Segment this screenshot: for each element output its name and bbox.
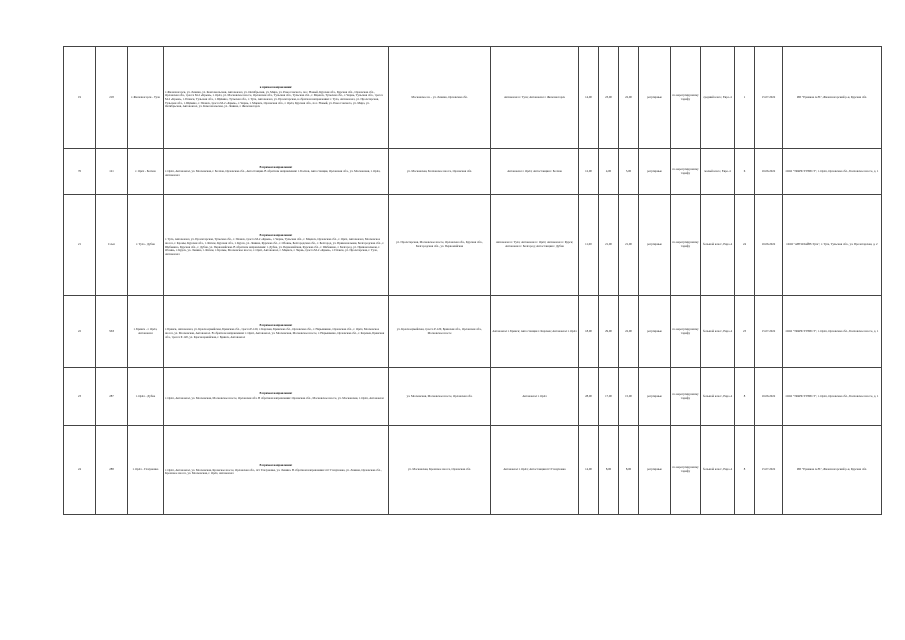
cell-tariff: по нерегулируемому тарифу (671, 296, 701, 368)
table-row (64, 368, 882, 426)
cell-reg: регулярные (639, 426, 671, 515)
cell-reg: регулярные (639, 195, 671, 296)
cell-vehicle: большой класс, Евро-4 (701, 426, 735, 515)
cell-len2: 17,00 (599, 368, 619, 426)
route-description-cell (164, 368, 389, 426)
route-direction-title: в прямом направлении: (259, 85, 293, 90)
route-description-cell (164, 47, 389, 149)
cell-stops: Автовокзал г. Брянск; Автостанция г. Карачев; Автовокзал г. Орёл (491, 296, 579, 368)
route-description-cell (164, 149, 389, 195)
cell-count: 8 (735, 426, 755, 515)
cell-date: 15.07.2022 (755, 426, 783, 515)
cell-name: г. Тула - Дубна (128, 195, 164, 296)
cell-tariff: по нерегулируемому тарифу (671, 47, 701, 149)
cell-len3: 8,00 (619, 426, 639, 515)
cell-code: 287 (96, 368, 128, 426)
cell-length: 11,00 (579, 195, 599, 296)
route-stops-text: г. Брянск, Автовокзал, ул. Красноармейская, Брянская обл., трасса Р-120, г. Карачев, Брянская обл., Орловская обл., г. Нарышкино, Орловская обл., г. Орёл, Московское шоссе, ул. Московская, Автовокзал. В обратном направлении: г. Орёл, Автовокзал, ул. Московская, Московское шоссе, г. Нарышкино, Орловская обл., г. Карачев, Брянская обл., трасса Р-120, ул. Красноармейская, г. Брянск, Автовокзал (165, 327, 385, 339)
cell-reg: регулярные (639, 368, 671, 426)
cell-len3: 21,00 (619, 195, 639, 296)
cell-len3: 22,00 (619, 47, 639, 149)
cell-len3: 22,00 (619, 296, 639, 368)
route-stops-text: г. Орёл, Автовокзал, ул. Московская, г. Болхов, Орловская обл., Автостанция. В обратном направлении: г. Болхов, Автостанция, Орловская обл., ул. Московская, г. Орёл, Автовокзал (165, 169, 381, 177)
cell-reg: регулярные (639, 149, 671, 195)
route-direction-title: В прямом направлении: (259, 164, 293, 169)
cell-streets: ул. Московская, Кромское шоссе, Орловская обл. (389, 426, 491, 515)
route-description-cell (164, 426, 389, 515)
cell-stops: Автовокзал г. Орёл; Автостанция пгт Глазуновка (491, 426, 579, 515)
cell-vehicle: большой класс, Евро-4 (701, 195, 735, 296)
cell-count: 1 (735, 47, 755, 149)
cell-tariff: по нерегулируемому тарифу (671, 368, 701, 426)
cell-num: 21 (64, 195, 96, 296)
cell-date: 15.07.2022 (755, 47, 783, 149)
cell-stops: Автовокзал г. Тула; Автовокзал г. Железногорск (491, 47, 579, 149)
route-stops-text: г. Железногорск, ул. Ленина, ул. Комсомольская, Автовокзал, ул. Октябрьская, ул. Мира, ул. Рокоссовского, пос. Новый, Курская обл., Курская обл., Орловская обл., Орловская обл., трасса М-2 «Крым», г. Орёл, ул. Московское шоссе, Орловская обл., Тульская обл., Тульская обл., г. Мценск, Тульская обл., г. Чернь, Тульская обл., трасса М-2 «Крым», г. Плавск, Тульская обл., г. Щёкино, Тульская обл., г. Тула, Автовокзал, ул. Пролетарская, в обратном направлении: г. Тула, Автовокзал, ул. Пролетарская, Тульская обл., г. Щёкино, г. Плавск, трасса М-2 «Крым», г. Чернь, г. Мценск, Орловская обл., г. Орёл, Курская обл., пос. Новый, ул. Рокоссовского, ул. Мира, ул. Октябрьская, Автовокзал, ул. Комсомольская, ул. Ленина, г. Железногорск (165, 89, 383, 109)
route-direction-title: В прямом направлении: (259, 322, 293, 327)
route-direction-title: В прямом направлении: (259, 391, 293, 396)
cell-len3: 5,00 (619, 149, 639, 195)
cell-name: г. Брянск - г. Орёл, Автовокзал (128, 296, 164, 368)
route-description-cell (164, 195, 389, 296)
cell-carrier: ООО "ТРАНСТУРИСТ", г. Орёл, Орловская обл., Болховское шоссе, д. 1 (783, 149, 882, 195)
cell-stops: Автовокзал г. Орёл (491, 368, 579, 426)
table-row (64, 296, 882, 368)
cell-carrier: ООО "ТРАНСТУРИСТ", г. Орёл, Орловская обл., Болховское шоссе, д. 1 (783, 368, 882, 426)
cell-name: г. Орёл - Глазуновка (128, 426, 164, 515)
table-row (64, 47, 882, 149)
cell-reg: регулярные (639, 47, 671, 149)
cell-length: 14,00 (579, 426, 599, 515)
cell-len2: 8,00 (599, 426, 619, 515)
cell-carrier: ИП "Ермаков А.Н.", Железногорский р-н, Курская обл. (783, 426, 882, 515)
cell-len3: 15,00 (619, 368, 639, 426)
route-stops-text: г. Орёл, Автовокзал, ул. Московская, Московское шоссе, Орловская обл. В обратном направлении: Орловская обл., Московское шоссе, ул. Московская, г. Орёл, Автовокзал (165, 396, 384, 400)
cell-tariff: по нерегулируемому тарифу (671, 195, 701, 296)
cell-tariff: по нерегулируемому тарифу (671, 149, 701, 195)
route-direction-title: В прямом направлении: (259, 232, 293, 237)
cell-code: 288 (96, 426, 128, 515)
cell-length: 28,00 (579, 368, 599, 426)
routes-register-table (63, 46, 882, 515)
cell-count: 8 (735, 368, 755, 426)
cell-streets: Московское ш. - ул. Ленина, Орловская обл. (389, 47, 491, 149)
cell-date: 16.06.2022 (755, 149, 783, 195)
cell-length: 14,00 (579, 47, 599, 149)
cell-length: 18,00 (579, 296, 599, 368)
cell-tariff: по нерегулируемому тарифу (671, 426, 701, 515)
cell-carrier: ООО "АВТОЛАЙН-Тула", г. Тула, Тульская обл., ул. Пролетарская, д. 2 (783, 195, 882, 296)
cell-name: г. Орёл - Дубна (128, 368, 164, 426)
cell-reg: регулярные (639, 296, 671, 368)
cell-carrier: ИП "Ермаков А.Н.", Железногорский р-н, Курская обл. (783, 47, 882, 149)
cell-stops: Автовокзал г. Орёл; Автостанция г. Болхов (491, 149, 579, 195)
cell-carrier: ООО "ТРАНСТУРИСТ", г. Орёл, Орловская обл., Болховское шоссе, д. 1 (783, 296, 882, 368)
cell-streets: ул. Пролетарская, Московское шоссе, Орловская обл., Курская обл., Белгородская обл., ул. Первомайская (389, 195, 491, 296)
cell-code: 121 (96, 149, 128, 195)
route-direction-title: В прямом направлении: (259, 463, 293, 468)
cell-count: 6 (735, 149, 755, 195)
table-row (64, 426, 882, 515)
cell-date: 16.06.2022 (755, 195, 783, 296)
cell-num: 76 (64, 149, 96, 195)
cell-num: 23 (64, 368, 96, 426)
cell-name: г. Орёл - Болхов (128, 149, 164, 195)
cell-streets: ул. Красноармейская, трасса Р-120, Брянская обл., Орловская обл., Московское шоссе (389, 296, 491, 368)
table-row (64, 195, 882, 296)
cell-len2: 21,00 (599, 195, 619, 296)
cell-name: г. Железногорск - Тула (128, 47, 164, 149)
cell-date: 16.06.2022 (755, 368, 783, 426)
cell-len2: 23,00 (599, 47, 619, 149)
cell-stops: Автовокзал г. Тула; Автовокзал г. Орёл; Автовокзал г. Курск; Автовокзал г. Белгород; Автостанция г. Дубна (491, 195, 579, 296)
cell-count: 24 (735, 195, 755, 296)
cell-count: 23 (735, 296, 755, 368)
document-page (63, 46, 879, 515)
route-description-cell (164, 296, 389, 368)
cell-code: 218 (96, 47, 128, 149)
cell-code: Ссыл (96, 195, 128, 296)
route-stops-text: г. Тула, Автовокзал, ул. Пролетарская, Тульская обл., г. Плавск, трасса М-2 «Крым», г. Чернь, Тульская обл., г. Мценск, Орловская обл., г. Орёл, Автовокзал, Московское шоссе, г. Кромы, Курская обл., г. Фатеж, Курская обл., г. Курск, ул. Ленина, Курская обл., г. Обоянь, Белгородская обл., г. Белгород, ул. Привокзальная, Белгородская обл., г. Шебекино, Курская обл., г. Дубна, ул. Первомайская. В обратном направлении: г. Дубна, ул. Первомайская, Курская обл., г. Шебекино, г. Белгород, ул. Привокзальная, г. Обоянь, г. Курск, ул. Ленина, г. Фатеж, г. Кромы, Московское шоссе, г. Орёл, Автовокзал, г. Мценск, г. Чернь, трасса М-2 «Крым», г. Плавск, ул. Пролетарская, г. Тула, Автовокзал (165, 237, 385, 256)
cell-vehicle: большой класс, Евро-4 (701, 368, 735, 426)
cell-len2: 4,00 (599, 149, 619, 195)
cell-vehicle: средний класс, Евро-4 (701, 47, 735, 149)
cell-num: 24 (64, 426, 96, 515)
cell-date: 15.07.2022 (755, 296, 783, 368)
cell-streets: ул. Московская, Болховское шоссе, Орловская обл. (389, 149, 491, 195)
cell-code: ЗХЗ (96, 296, 128, 368)
cell-streets: ул. Московская, Московское шоссе, Орловская обл. (389, 368, 491, 426)
cell-vehicle: малый класс, Евро-4 (701, 149, 735, 195)
cell-len2: 29,00 (599, 296, 619, 368)
table-row (64, 149, 882, 195)
cell-vehicle: большой класс, Евро-4 (701, 296, 735, 368)
route-stops-text: г. Орёл, Автовокзал, ул. Московская, Кромское шоссе, Орловская обл., пгт Глазуновка, ул. Ленина. В обратном направлении: пгт Глазуновка, ул. Ленина, Орловская обл., Кромское шоссе, ул. Московская, г. Орёл, Автовокзал (165, 467, 382, 476)
cell-num: 19 (64, 47, 96, 149)
cell-length: 12,00 (579, 149, 599, 195)
cell-num: 22 (64, 296, 96, 368)
